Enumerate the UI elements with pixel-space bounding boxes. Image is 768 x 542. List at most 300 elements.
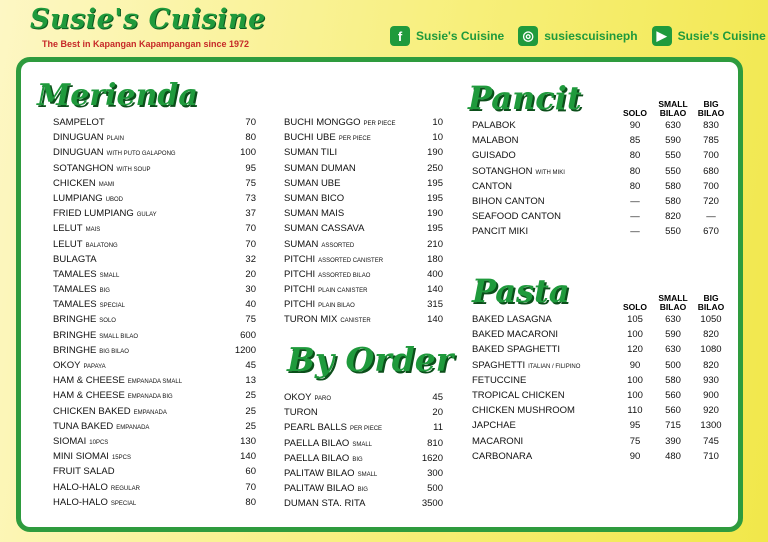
item-note: CANISTER — [340, 318, 371, 325]
price-solo: 90 — [629, 120, 641, 131]
item-price: 70 — [245, 481, 256, 493]
pasta-table — [472, 284, 730, 466]
menu-item — [284, 392, 443, 407]
price-solo: — — [630, 226, 640, 238]
item-price: 140 — [240, 451, 256, 463]
item-name — [284, 314, 403, 325]
menu-item — [284, 453, 443, 468]
menu-item — [284, 407, 443, 422]
price-big: 920 — [703, 405, 719, 417]
menu-item — [284, 193, 443, 208]
item-name-text: CHICKEN — [53, 177, 96, 189]
menu-panel — [16, 57, 743, 532]
price-small: 560 — [665, 389, 681, 401]
item-price: 32 — [245, 253, 256, 265]
price-big: 1080 — [700, 344, 722, 356]
facebook-link[interactable] — [390, 26, 504, 46]
item-note: ASSORTED BILAO — [318, 272, 371, 279]
facebook-icon: f — [390, 26, 410, 46]
item-note: PER PIECE — [350, 426, 383, 433]
item-name-text: HALO-HALO — [53, 481, 108, 493]
item-name-text: PALITAW BILAO — [284, 467, 355, 479]
item-name-text: DINUGUAN — [53, 132, 104, 144]
item-name — [53, 390, 216, 401]
menu-item — [53, 178, 256, 193]
table-row — [472, 135, 730, 150]
item-name-text: TROPICAL CHICKEN — [472, 389, 565, 401]
item-name-text: CARBONARA — [472, 450, 533, 462]
item-price: 130 — [240, 435, 256, 447]
item-name — [284, 193, 403, 204]
item-name-text: SAMPELOT — [53, 117, 105, 128]
item-name — [472, 405, 616, 416]
item-name — [53, 254, 216, 265]
item-note: MAMI — [98, 181, 115, 188]
item-name-text: BULAGTA — [53, 253, 97, 265]
youtube-link[interactable] — [652, 26, 766, 46]
item-price: 45 — [432, 392, 443, 403]
item-name-text: TAMALES — [53, 284, 97, 296]
item-name-text: BUCHI MONGGO — [284, 117, 361, 128]
item-name-text: DINUGUAN — [53, 147, 104, 159]
item-name — [284, 407, 403, 418]
merienda-list — [53, 117, 256, 512]
item-price: 190 — [427, 208, 443, 220]
item-name-text: SUMAN DUMAN — [284, 162, 356, 174]
price-big: 830 — [703, 120, 719, 131]
item-price: 210 — [427, 238, 443, 250]
price-small: 550 — [665, 150, 681, 162]
item-price: 10 — [432, 117, 443, 128]
item-name-text: PALABOK — [472, 120, 516, 131]
item-name — [472, 344, 616, 355]
item-name-text: BRINGHE — [53, 344, 97, 356]
item-price: 70 — [245, 223, 256, 235]
item-name-text: FRIED LUMPIANG — [53, 208, 134, 220]
item-name-text: MINI SIOMAI — [53, 451, 109, 463]
menu-item — [284, 178, 443, 193]
item-note: BIG — [99, 288, 110, 295]
price-solo: 110 — [627, 405, 643, 417]
menu-item — [284, 438, 443, 453]
item-name-text: FRUIT SALAD — [53, 466, 115, 478]
menu-item — [284, 299, 443, 314]
item-name — [284, 178, 403, 189]
menu-item — [53, 163, 256, 178]
item-name — [472, 211, 616, 222]
item-note: EMPANADA — [116, 424, 150, 431]
column-header: BIG BILAO — [697, 293, 725, 312]
item-price: 40 — [245, 299, 256, 311]
item-name-text: BRINGHE — [53, 329, 97, 341]
item-name-text: DUMAN STA. RITA — [284, 498, 366, 510]
instagram-label: susiescuisineph — [544, 29, 638, 43]
facebook-label: Susie's Cuisine — [416, 29, 505, 43]
item-name — [472, 329, 616, 340]
price-small: 630 — [665, 344, 681, 356]
item-name-text: LELUT — [53, 223, 83, 235]
column-header: BIG BILAO — [697, 99, 725, 118]
item-name-text: PITCHI — [284, 299, 316, 311]
pasta-title: Pasta — [472, 272, 570, 310]
price-solo: 90 — [629, 359, 641, 371]
tagline: The Best in Kapangan Kapampangan since 1972 — [42, 39, 250, 49]
pancit-title: Pancit — [468, 79, 582, 117]
item-name — [284, 254, 403, 265]
item-name — [284, 208, 403, 219]
item-price: 1200 — [234, 344, 256, 356]
item-name — [53, 451, 216, 462]
column-header: SOLO — [622, 108, 648, 118]
price-small: 480 — [665, 450, 681, 462]
price-big: 700 — [703, 180, 719, 192]
item-note: WITH SOUP — [116, 166, 151, 173]
item-name-text: CANTON — [472, 180, 512, 192]
item-name-text: SUMAN UBE — [284, 177, 341, 189]
price-solo: 85 — [629, 135, 641, 147]
column-header: SOLO — [622, 302, 648, 312]
item-note: GULAY — [136, 212, 157, 219]
menu-item — [284, 284, 443, 299]
header — [0, 0, 768, 56]
merienda-list-2 — [284, 117, 443, 330]
item-name-text: PANCIT MIKI — [472, 226, 529, 238]
item-name-text: BUCHI UBE — [284, 132, 336, 144]
column-header: SMALL BILAO — [658, 99, 688, 118]
price-small: 630 — [665, 120, 681, 131]
item-name — [284, 163, 403, 174]
menu-item — [53, 239, 256, 254]
item-name-text: PALITAW BILAO — [284, 483, 355, 495]
item-name — [53, 239, 216, 250]
price-small: 715 — [665, 420, 681, 432]
item-note: PER PIECE — [338, 136, 371, 143]
table-row — [472, 344, 730, 359]
item-price: 195 — [427, 192, 443, 204]
item-name — [284, 392, 403, 403]
item-name — [53, 132, 216, 143]
menu-item — [53, 436, 256, 451]
item-name — [472, 181, 616, 192]
item-name — [284, 284, 403, 295]
item-name — [472, 196, 616, 207]
item-price: 180 — [427, 253, 443, 265]
item-note: SMALL BILAO — [99, 333, 139, 340]
item-price: 80 — [245, 496, 256, 508]
item-name-text: PITCHI — [284, 253, 316, 265]
menu-item — [53, 345, 256, 360]
item-price: 13 — [245, 375, 256, 387]
item-name — [284, 117, 403, 128]
item-price: 195 — [427, 223, 443, 235]
menu-item — [284, 223, 443, 238]
item-name — [472, 360, 616, 371]
table-row — [472, 329, 730, 344]
item-price: 70 — [245, 238, 256, 250]
price-small: 580 — [665, 195, 681, 207]
table-row — [472, 360, 730, 375]
table-header — [472, 284, 730, 314]
item-name-text: HAM & CHEESE — [53, 375, 125, 387]
price-big: 1300 — [700, 420, 722, 432]
item-note: PLAIN BILAO — [318, 303, 355, 310]
item-price: 20 — [245, 268, 256, 280]
table-row — [472, 226, 730, 241]
item-name — [53, 163, 216, 174]
item-price: 70 — [245, 117, 256, 128]
price-small: 560 — [665, 405, 681, 417]
price-big: 930 — [703, 374, 719, 386]
item-name-text: GUISADO — [472, 150, 516, 162]
item-name — [53, 421, 216, 432]
item-price: 400 — [427, 268, 443, 280]
item-name-text: CHICKEN MUSHROOM — [472, 405, 575, 417]
item-name — [53, 193, 216, 204]
item-name-text: LELUT — [53, 238, 83, 250]
item-name-text: PAELLA BILAO — [284, 452, 350, 464]
item-name-text: SPAGHETTI — [472, 359, 526, 371]
item-name — [53, 314, 216, 325]
item-price: 75 — [245, 314, 256, 326]
price-big: 700 — [703, 150, 719, 162]
item-note: UBOD — [105, 196, 123, 203]
item-name-text: PITCHI — [284, 268, 316, 280]
by-order-title: By Order — [287, 340, 454, 379]
brand-logo: Susie's Cuisine — [30, 4, 266, 35]
item-price: 140 — [427, 314, 443, 326]
price-small: 550 — [665, 165, 681, 177]
item-name-text: SIOMAI — [53, 435, 87, 447]
table-row — [472, 405, 730, 420]
menu-item — [53, 254, 256, 269]
item-price: 10 — [432, 132, 443, 144]
item-name — [284, 468, 403, 479]
price-big: 720 — [703, 195, 719, 207]
merienda-title: Merienda — [37, 78, 198, 113]
item-name — [53, 330, 216, 341]
item-name-text: TURON MIX — [284, 314, 338, 326]
table-row — [472, 196, 730, 211]
item-name — [472, 451, 616, 462]
item-name — [472, 150, 616, 161]
menu-item — [53, 284, 256, 299]
price-solo: 100 — [627, 389, 643, 401]
column-header: SMALL BILAO — [658, 293, 688, 312]
item-note: 15PCS — [111, 455, 131, 462]
menu-item — [284, 468, 443, 483]
item-name — [53, 406, 216, 417]
price-small: 500 — [665, 359, 681, 371]
item-name-text: OKOY — [284, 392, 312, 403]
item-name — [284, 422, 403, 433]
table-row — [472, 420, 730, 435]
item-name — [53, 299, 216, 310]
item-price: 1620 — [421, 452, 443, 464]
by-order-list — [284, 392, 443, 514]
item-name-text: JAPCHAE — [472, 420, 516, 432]
table-row — [472, 150, 730, 165]
item-name-text: BRINGHE — [53, 314, 97, 326]
item-name-text: BAKED MACARONI — [472, 329, 559, 341]
price-solo: 80 — [629, 180, 641, 192]
item-note: BALATONG — [85, 242, 118, 249]
item-name-text: SOTANGHON — [53, 162, 114, 174]
item-name — [53, 345, 216, 356]
price-solo: — — [630, 195, 640, 207]
table-row — [472, 390, 730, 405]
item-name — [472, 226, 616, 237]
price-solo: 105 — [627, 314, 643, 325]
table-row — [472, 375, 730, 390]
item-price: 30 — [245, 284, 256, 296]
item-name-text: TUNA BAKED — [53, 420, 114, 432]
menu-item — [53, 193, 256, 208]
item-note: EMPANADA BIG — [127, 394, 173, 401]
price-small: 550 — [665, 226, 681, 238]
menu-item — [53, 314, 256, 329]
item-name-text: TAMALES — [53, 268, 97, 280]
item-note: PLAIN CANISTER — [318, 288, 368, 295]
item-name — [472, 120, 616, 131]
item-name-text: SUMAN TILI — [284, 147, 338, 159]
menu-item — [53, 451, 256, 466]
item-note: WITH PUTO GALAPONG — [106, 151, 176, 158]
item-price: 25 — [245, 390, 256, 402]
item-price: 3500 — [421, 498, 443, 510]
menu-item — [53, 299, 256, 314]
item-name — [53, 375, 216, 386]
item-name — [284, 269, 403, 280]
item-name — [53, 436, 216, 447]
item-price: 73 — [245, 192, 256, 204]
item-name-text: TURON — [284, 407, 318, 419]
item-note: EMPANADA SMALL — [127, 379, 183, 386]
item-price: 810 — [427, 437, 443, 449]
item-name — [472, 390, 616, 401]
item-note: ASSORTED CANISTER — [318, 257, 384, 264]
price-solo: 100 — [627, 374, 643, 386]
table-row — [472, 211, 730, 226]
item-name-text: MACARONI — [472, 435, 524, 447]
item-name-text: SUMAN CASSAVA — [284, 223, 365, 235]
price-big: 1050 — [700, 314, 722, 325]
menu-item — [284, 254, 443, 269]
menu-item — [53, 421, 256, 436]
item-name — [53, 147, 216, 158]
item-name — [53, 497, 216, 508]
item-name — [472, 314, 616, 325]
item-name-text: MALABON — [472, 135, 519, 147]
table-row — [472, 181, 730, 196]
price-solo: 120 — [627, 344, 643, 356]
menu-item — [284, 132, 443, 147]
item-name — [284, 483, 403, 494]
menu-item — [284, 208, 443, 223]
instagram-icon: ◎ — [518, 26, 538, 46]
item-price: 95 — [245, 162, 256, 174]
table-row — [472, 436, 730, 451]
item-note: BIG — [357, 487, 368, 494]
item-name — [472, 420, 616, 431]
item-name-text: OKOY — [53, 360, 81, 371]
instagram-link[interactable] — [518, 26, 637, 46]
price-small: 590 — [665, 135, 681, 147]
item-price: 190 — [427, 147, 443, 159]
item-name-text: SEAFOOD CANTON — [472, 211, 562, 223]
table-row — [472, 314, 730, 329]
price-solo: 95 — [629, 420, 641, 432]
item-note: PLAIN — [106, 136, 125, 143]
item-name — [284, 239, 403, 250]
item-name-text: HALO-HALO — [53, 496, 108, 508]
item-name — [284, 453, 403, 464]
item-price: 75 — [245, 177, 256, 189]
menu-item — [284, 483, 443, 498]
item-name — [284, 438, 403, 449]
price-big: — — [706, 211, 716, 223]
item-price: 315 — [427, 299, 443, 311]
price-small: 580 — [665, 374, 681, 386]
item-name — [472, 436, 616, 447]
item-price: 195 — [427, 177, 443, 189]
item-note: BIG BILAO — [99, 348, 129, 355]
item-name — [53, 117, 216, 128]
item-note: WITH MIKI — [535, 169, 565, 176]
price-small: 390 — [665, 435, 681, 447]
menu-item — [53, 117, 256, 132]
item-note: EMPANADA — [133, 409, 167, 416]
item-name — [53, 178, 216, 189]
table-header — [472, 90, 730, 120]
item-name-text: PAELLA BILAO — [284, 437, 350, 449]
item-name — [53, 284, 216, 295]
youtube-icon: ▶ — [652, 26, 672, 46]
table-row — [472, 451, 730, 466]
menu-item — [284, 163, 443, 178]
price-big: 710 — [703, 450, 719, 462]
item-name-text: LUMPIANG — [53, 192, 103, 204]
item-name-text: BIHON CANTON — [472, 195, 545, 207]
item-note: SMALL — [352, 441, 372, 448]
item-note: ASSORTED — [321, 242, 355, 249]
item-note: SPECIAL — [110, 500, 137, 507]
item-note: MAIS — [85, 227, 101, 234]
item-price: 45 — [245, 360, 256, 371]
menu-item — [53, 497, 256, 512]
menu-item — [53, 330, 256, 345]
item-note: 10PCS — [89, 439, 109, 446]
menu-item — [53, 466, 256, 481]
item-price: 300 — [427, 467, 443, 479]
youtube-label: Susie's Cuisine — [677, 29, 766, 43]
item-note: REGULAR — [110, 485, 140, 492]
menu-item — [284, 422, 443, 437]
menu-item — [53, 208, 256, 223]
menu-item — [53, 269, 256, 284]
price-small: 820 — [665, 211, 681, 223]
item-price: 600 — [240, 329, 256, 341]
menu-item — [53, 132, 256, 147]
price-big: 745 — [703, 435, 719, 447]
item-name — [472, 375, 616, 386]
pancit-table — [472, 90, 730, 242]
item-price: 100 — [240, 147, 256, 159]
item-name-text: BAKED LASAGNA — [472, 314, 552, 325]
social-links — [390, 26, 768, 46]
item-note: SPECIAL — [99, 303, 125, 310]
price-big: 670 — [703, 226, 719, 238]
item-name — [284, 498, 403, 509]
